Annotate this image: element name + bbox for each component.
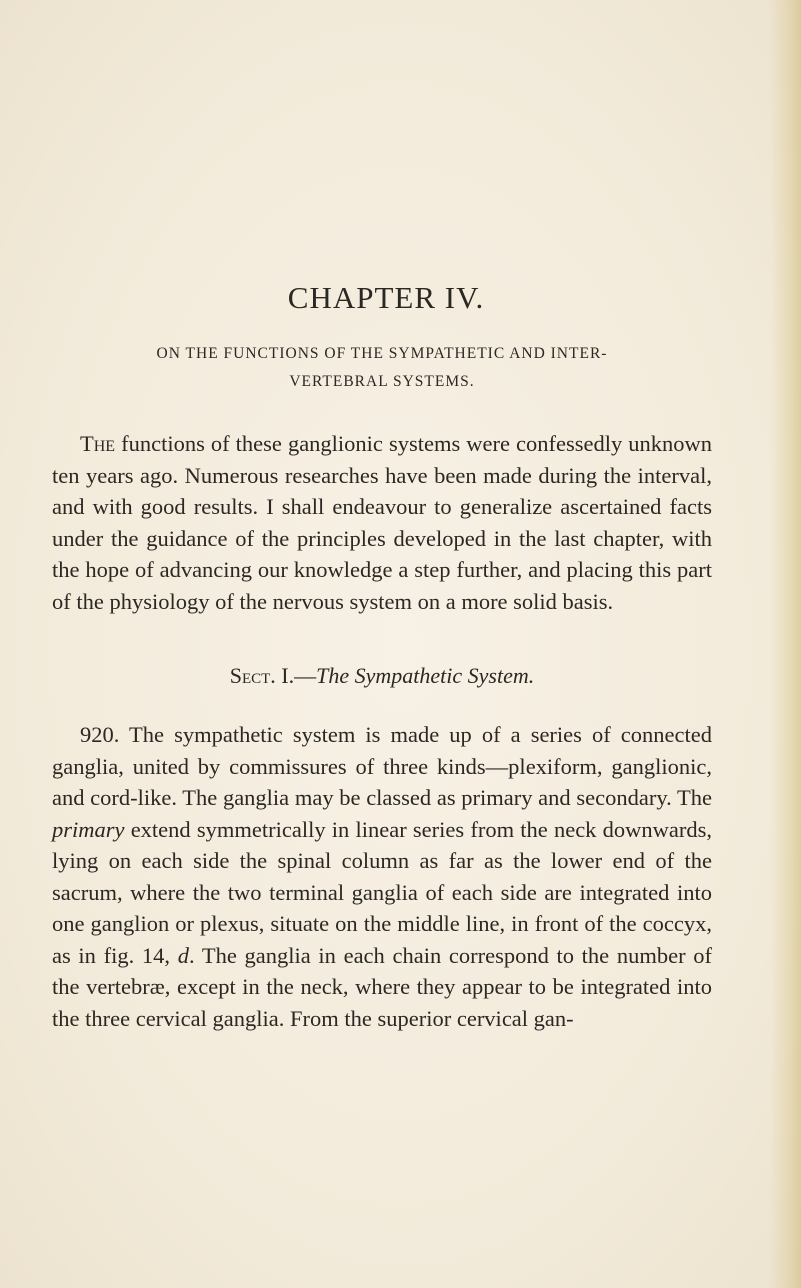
chapter-subtitle-line-2: VERTEBRAL SYSTEMS. [289,373,475,390]
chapter-subtitle [52,340,712,396]
paragraph-920-emphasis: primary [52,816,125,842]
figure-letter: d [177,942,189,968]
paragraph-920-part-1: 920. The sympathetic system is made up of a series of connected ganglia, united by commissures of three kinds—plexiform, ganglionic, and cord-like. The ganglia may be classed as primary and secondary. The [52,722,712,810]
paragraph-920-part-2: extend symmetrically in linear series from the neck downwards, lying on each side the spinal column as far as the lower end of the sacrum, where the two terminal ganglia of each side are integrated into one ganglion or plexus, situate on the middle line, in front of the coccyx, as in fig. 14, [52,816,712,968]
intro-first-word: The [80,431,116,456]
section-label: Sect. I. [229,663,295,688]
paragraph-920 [52,719,712,1034]
intro-paragraph [52,428,712,617]
page-content [52,280,712,1034]
intro-text: functions of these ganglionic systems were confessedly unknown ten years ago. Numerous researches have been made during the interval, and with good results. I shall endeavour to generalize ascertained facts under the guidance of the principles developed in the last chapter, with the hope of advancing our knowledge a step further, and placing this part of the physiology of the nervous system on a more solid basis. [52,431,712,614]
section-title: The Sympathetic System. [316,663,535,688]
chapter-subtitle-line-1: ON THE FUNCTIONS OF THE SYMPATHETIC AND INTER- [156,345,608,362]
section-dash: — [294,663,317,688]
chapter-title: CHAPTER IV. [287,280,485,315]
section-heading [52,663,712,689]
paragraph-920-part-3: . The ganglia in each chain correspond to the number of the vertebræ, except in the neck, where they appear to be integrated into the three cervical ganglia. From the superior cervical gan- [52,942,712,1031]
